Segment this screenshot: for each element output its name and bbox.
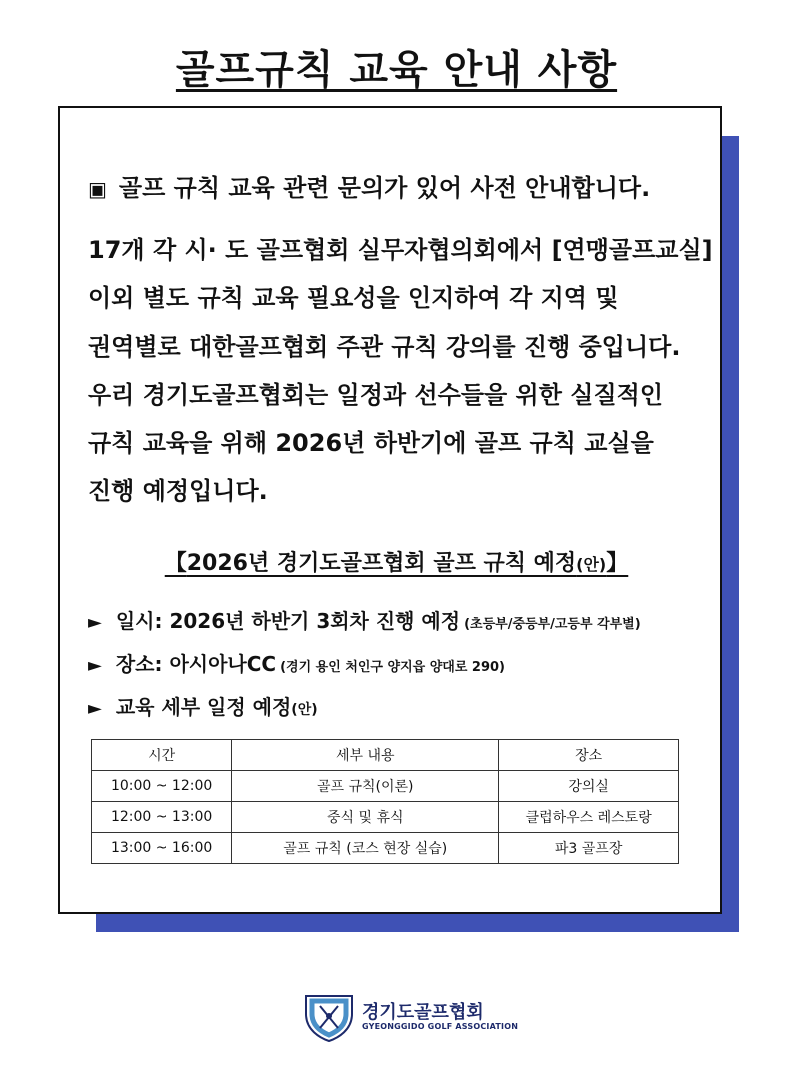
logo-name-english: GYEONGGIDO GOLF ASSOCIATION [362,1022,519,1031]
table-cell: 골프 규칙 (코스 현장 실습) [232,833,499,864]
bullet-detail: ► 교육 세부 일정 예정(안) [88,695,318,719]
paragraph-line: 우리 경기도골프협회는 일정과 선수들을 위한 실질적인 [88,380,664,409]
table-cell: 12:00 ~ 13:00 [92,802,232,833]
paragraph-line: 진행 예정입니다. [88,477,268,506]
table-row [92,833,679,864]
table-cell: 13:00 ~ 16:00 [92,833,232,864]
paragraph-line: 17개 각 시· 도 골프협회 실무자협의회에서 [연맹골프교실] [88,236,713,264]
bullet-date: ► 일시: 2026년 하반기 3회차 진행 예정 (초등부/중등부/고등부 각부별) [88,609,641,633]
table-row [92,771,679,802]
square-marker-icon: ▣ [88,177,107,201]
table-cell: 10:00 ~ 12:00 [92,771,232,802]
paragraph-line: 이외 별도 규칙 교육 필요성을 인지하여 각 지역 및 [88,284,619,313]
paragraph-line: 권역별로 대한골프협회 주관 규칙 강의를 진행 중입니다. [88,332,681,361]
triangle-bullet-icon: ► [88,698,102,719]
page-title: 골프규칙 교육 안내 사항 [175,47,618,93]
golf-association-seal-icon [302,992,356,1042]
table-cell: 강의실 [499,771,679,802]
lead-sentence [88,168,650,203]
bullet-place: ► 장소: 아시아나CC (경기 용인 처인구 양지읍 양대로 290) [88,652,505,676]
column-header: 세부 내용 [232,740,499,771]
lead-text: 골프 규칙 교육 관련 문의가 있어 사전 안내합니다. [118,174,651,202]
schedule-title: 【2026년 경기도골프협회 골프 규칙 예정(안)】 [164,551,629,576]
column-header: 시간 [92,740,232,771]
table-cell: 파3 골프장 [499,833,679,864]
schedule-table [91,739,679,864]
intro-paragraph [88,226,713,516]
table-header-row [92,740,679,771]
table-cell: 클럽하우스 레스토랑 [499,802,679,833]
table-row [92,802,679,833]
triangle-bullet-icon: ► [88,612,102,633]
triangle-bullet-icon: ► [88,655,102,676]
paragraph-line: 규칙 교육을 위해 2026년 하반기에 골프 규칙 교실을 [88,429,654,458]
association-logo [302,992,519,1042]
table-cell: 골프 규칙(이론) [232,771,499,802]
logo-name-korean: 경기도골프협회 [362,1002,484,1023]
column-header: 장소 [499,740,679,771]
table-cell: 중식 및 휴식 [232,802,499,833]
